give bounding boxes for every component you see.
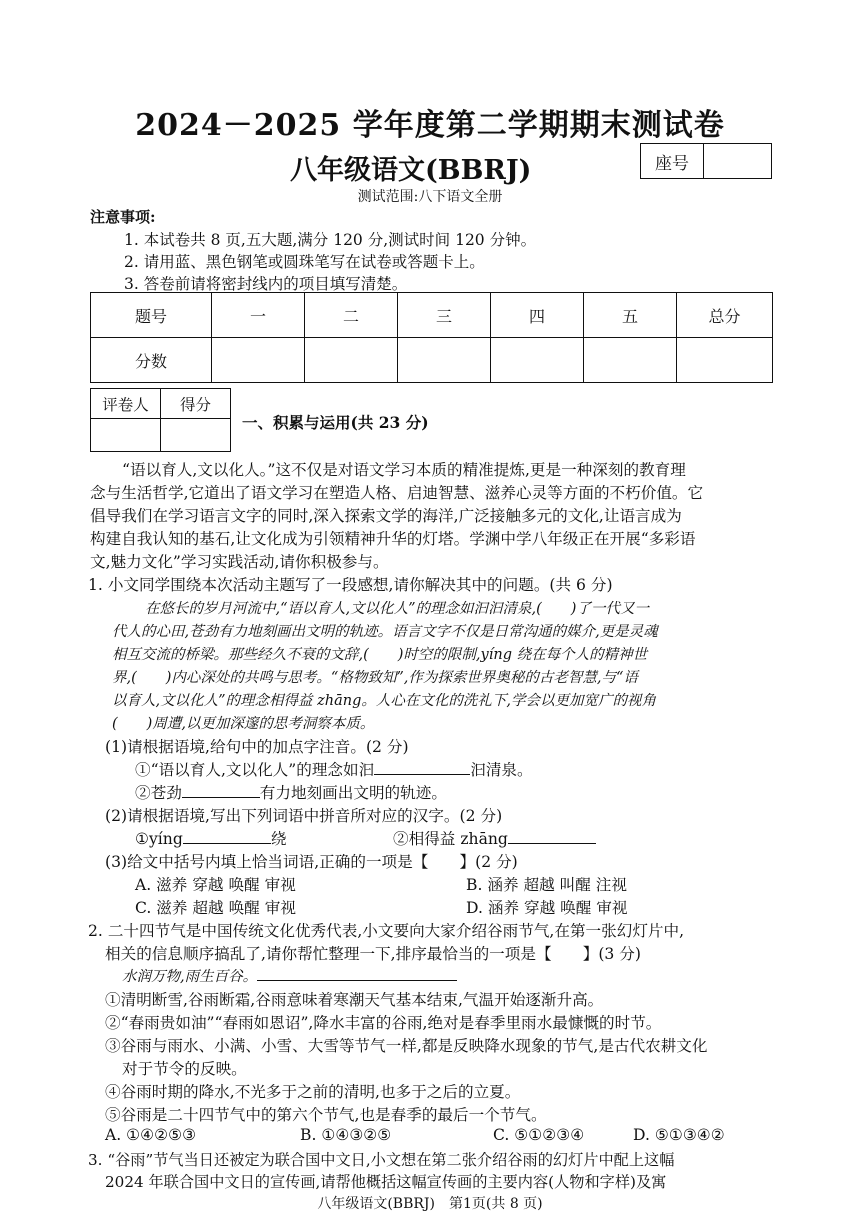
ordering-item: 对于节令的反映。: [122, 1060, 247, 1078]
fill-line: [135, 758, 533, 780]
reviewer-label: 评卷人: [91, 389, 161, 419]
reviewer-cell: [91, 419, 161, 452]
answer-blank[interactable]: [508, 843, 596, 844]
seat-number-box: [640, 143, 772, 179]
score-header-cell: 三: [398, 293, 491, 338]
fill-text: 汩清泉。: [470, 761, 533, 779]
score-cell: [212, 338, 305, 383]
score-header-cell: 二: [305, 293, 398, 338]
note-item: 2. 请用蓝、黑色钢笔或圆珠笔写在试卷或答题卡上。: [124, 253, 485, 271]
question-stem: 2. 二十四节气是中国传统文化优秀代表,小文要向大家介绍谷雨节气,在第一张幻灯片中,: [88, 922, 685, 940]
grader-score-label: 得分: [161, 389, 231, 419]
score-cell: [677, 338, 773, 383]
option: A. 滋养 穿越 唤醒 审视: [135, 876, 296, 894]
passage-line: 在悠长的岁月河流中,“语以育人,文以化人”的理念如汩汩清泉,( )了一代又一: [145, 601, 649, 617]
exam-title: 2024－2025 学年度第二学期期末测试卷: [135, 108, 725, 143]
fill-line: [135, 827, 286, 849]
question-stem: 1. 小文同学围绕本次活动主题写了一段感想,请你解决其中的问题。(共 6 分): [88, 576, 613, 594]
fill-line: [393, 827, 596, 849]
score-cell: [584, 338, 677, 383]
section-heading: 一、积累与运用(共 23 分): [242, 413, 429, 432]
grader-table: [90, 388, 231, 452]
fill-text: ①yíng: [135, 830, 183, 848]
intro-line: “语以育人,文以化人。”这不仅是对语文学习本质的精准提炼,更是一种深刻的教育理: [122, 461, 686, 479]
page-footer: 八年级语文(BBRJ) 第1页(共 8 页): [317, 1196, 543, 1212]
option: A. ①④②⑤③: [105, 1126, 197, 1144]
option: D. 涵养 穿越 唤醒 审视: [466, 899, 628, 917]
ordering-item: ③谷雨与雨水、小满、小雪、大雪等节气一样,都是反映降水现象的节气,是古代农耕文化: [105, 1037, 708, 1055]
question-stem: 2024 年联合国中文日的宣传画,请帮他概括这幅宣传画的主要内容(人物和字样)及寓: [105, 1173, 667, 1191]
score-cell: [305, 338, 398, 383]
notes-heading: 注意事项:: [90, 208, 156, 226]
seat-field: [704, 144, 771, 178]
score-header-cell: 题号: [91, 293, 212, 338]
option: B. ①④③②⑤: [300, 1126, 392, 1144]
fill-line: [135, 781, 447, 803]
passage-line: 界,( )内心深处的共鸣与思考。“格物致知”,作为探索世界奥秘的古老智慧,与“语: [112, 670, 638, 686]
exam-subtitle: 八年级语文(BBRJ): [290, 155, 532, 186]
question-stem: 3. “谷雨”节气当日还被定为联合国中文日,小文想在第二张介绍谷雨的幻灯片中配上这幅: [88, 1151, 675, 1169]
score-header-cell: 五: [584, 293, 677, 338]
answer-blank[interactable]: [182, 797, 260, 798]
lead-text: 水润万物,雨生百谷。: [122, 969, 258, 985]
intro-line: 倡导我们在学习语言文字的同时,深入探索文学的海洋,广泛接触多元的文化,让语言成为: [90, 507, 682, 525]
exam-range: 测试范围:八下语文全册: [357, 189, 503, 205]
score-cell: [491, 338, 584, 383]
passage-line: 以育人,文以化人”的理念相得益 zhāng。人心在文化的洗礼下,学会以更加宽广的视角: [112, 693, 656, 709]
fill-text: 绕: [270, 830, 287, 848]
answer-blank[interactable]: [257, 980, 457, 981]
score-cell: [398, 338, 491, 383]
fill-text: ①“语以育人,文以化人”的理念如汩: [135, 761, 375, 779]
fill-text: ②苍劲: [135, 784, 182, 802]
score-header-cell: 四: [491, 293, 584, 338]
passage-line: 代人的心田,苍劲有力地刻画出文明的轨迹。语言文字不仅是日常沟通的媒介,更是灵魂: [112, 624, 658, 640]
passage-line: ( )周遭,以更加深邃的思考洞察本质。: [112, 716, 375, 732]
option: B. 涵养 超越 叫醒 注视: [466, 876, 627, 894]
answer-blank[interactable]: [374, 774, 470, 775]
lead-sentence: [122, 965, 457, 986]
sub-question: (3)给文中括号内填上恰当词语,正确的一项是【 】(2 分): [105, 853, 518, 871]
ordering-item: ②“春雨贵如油”“春雨如恩诏”,降水丰富的谷雨,绝对是春季里雨水最慷慨的时节。: [105, 1014, 662, 1032]
answer-blank[interactable]: [183, 843, 271, 844]
seat-label: 座号: [641, 144, 704, 178]
score-row-label: 分数: [91, 338, 212, 383]
fill-text: 有力地刻画出文明的轨迹。: [259, 784, 447, 802]
ordering-item: ④谷雨时期的降水,不光多于之前的清明,也多于之后的立夏。: [105, 1083, 521, 1101]
note-item: 3. 答卷前请将密封线内的项目填写清楚。: [124, 275, 408, 293]
intro-line: 构建自我认知的基石,让文化成为引领精神升华的灯塔。学渊中学八年级正在开展“多彩语: [90, 530, 696, 548]
option: C. 滋养 超越 唤醒 审视: [135, 899, 296, 917]
passage-line: 相互交流的桥梁。那些经久不衰的文辞,( )时空的限制,yíng 绕在每个人的精神世: [112, 647, 648, 663]
fill-text: ②相得益 zhāng: [393, 830, 508, 848]
intro-line: 文,魅力文化”学习实践活动,请你积极参与。: [90, 553, 389, 571]
intro-line: 念与生活哲学,它道出了语文学习在塑造人格、启迪智慧、滋养心灵等方面的不朽价值。它: [90, 484, 704, 502]
sub-question: (1)请根据语境,给句中的加点字注音。(2 分): [105, 738, 409, 756]
question-stem: 相关的信息顺序搞乱了,请你帮忙整理一下,排序最恰当的一项是【 】(3 分): [105, 945, 641, 963]
score-header-cell: 一: [212, 293, 305, 338]
score-header-cell: 总分: [677, 293, 773, 338]
sub-question: (2)请根据语境,写出下列词语中拼音所对应的汉字。(2 分): [105, 807, 503, 825]
grader-score-cell: [161, 419, 231, 452]
option: C. ⑤①②③④: [493, 1126, 585, 1144]
ordering-item: ①清明断雪,谷雨断霜,谷雨意味着寒潮天气基本结束,气温开始逐渐升高。: [105, 991, 604, 1009]
ordering-item: ⑤谷雨是二十四节气中的第六个节气,也是春季的最后一个节气。: [105, 1106, 547, 1124]
score-table: [90, 292, 773, 383]
option: D. ⑤①③④②: [633, 1126, 725, 1144]
note-item: 1. 本试卷共 8 页,五大题,满分 120 分,测试时间 120 分钟。: [124, 231, 537, 249]
